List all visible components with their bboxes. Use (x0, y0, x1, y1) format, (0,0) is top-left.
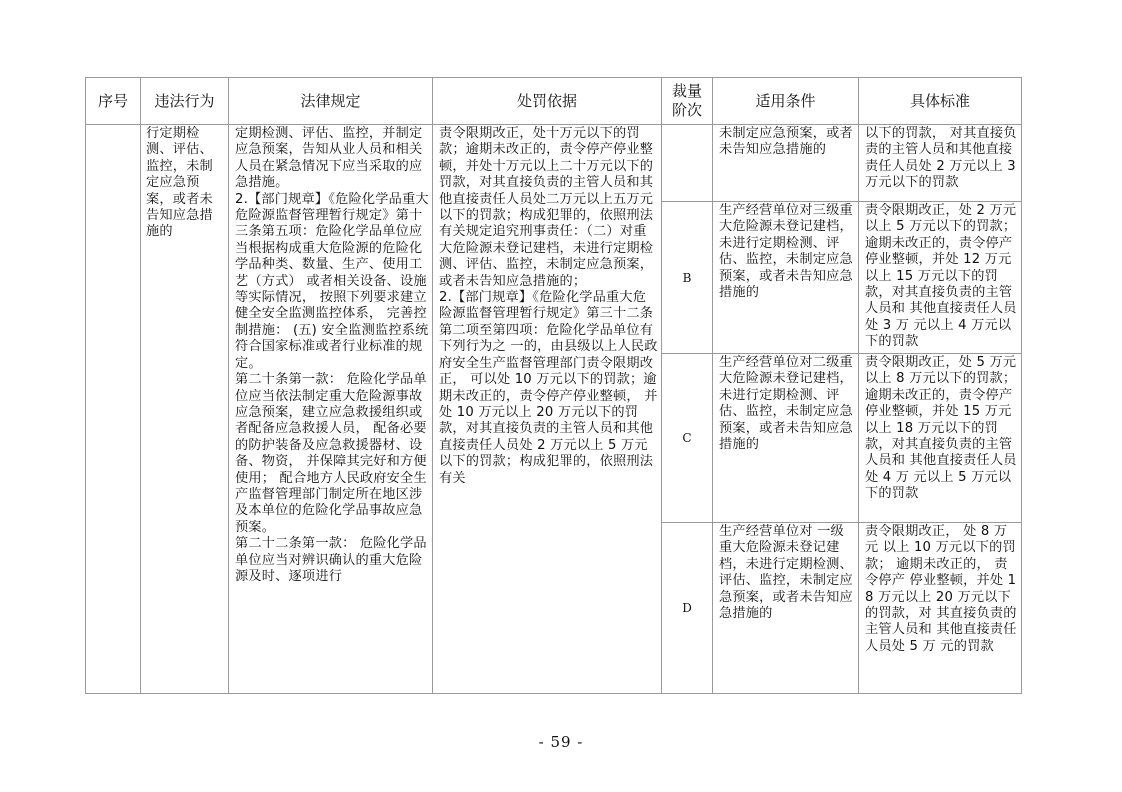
level-cell-b: B (662, 202, 713, 354)
law-paragraph: 2.【部门规章】《危险化学品重大危险源监督管理暂行规定》第十三条第五项：危险化学品单位应当根据构成重大危险源的危险化学品种类、数量、生产、使用工艺（方式） 或者相关设备、设施等实际情况， 按照下列要求建立健全安全监测监控体系， 完善控制措施： (五) 安全监测监控系统符合国家标准或者行业标准的规定。 (235, 191, 429, 371)
basis-paragraph: 2.【部门规章】《危险化学品重大危险源监督管理暂行规定》第三十二条第二项至第四项：危险化学品单位有下列行为之 一的，由县级以上人民政府安全生产监督管理部门责令限期改正， 可以处 10 万元以下的罚款；逾期未改正的，责令停产停业整顿， 并处 10 万元以上 20 万元以下的罚款，对其直接负责的主管人员和其他直接责任人员处 2 万元以上 5 万元以下的罚款；构成犯罪的，依照刑法有关 (439, 290, 658, 486)
page-number: - 59 - (538, 733, 584, 751)
law-paragraph: 第二十条第一款： 危险化学品单位应当依法制定重大危险源事故应急预案，建立应急救援组织或者配备应急救援人员， 配备必要的防护装备及应急救援器材、设备、物资， 并保障其完好和方便使用； 配合地方人民政府安全生产监督管理部门制定所在地区涉及本单位的危险化学品事故应急预案。 (235, 372, 427, 535)
header-level: 裁量 阶次 (662, 78, 713, 125)
table-row (86, 125, 1022, 202)
penalty-table (85, 77, 1022, 694)
condition-cell: 生产经营单位对二级重大危险源未登记建档，未进行定期检测、评估、监控，未制定应急预案，或者未告知应急措施的 (713, 354, 859, 523)
violation-cell (141, 125, 229, 694)
condition-cell: 未制定应急预案，或者未告知应急措施的 (713, 125, 859, 202)
header-row (86, 78, 1022, 125)
basis-cell (433, 125, 662, 694)
header-standard: 具体标准 (859, 78, 1022, 125)
standard-cell: 以下的罚款， 对其直接负 责的主管人员和其他直接 责任人员处 2 万元以上 3 万元以下的罚款 (859, 125, 1022, 202)
basis-text (433, 125, 661, 487)
level-cell-c: C (662, 354, 713, 523)
violation-text: 行定期检测、评估、监控，未制定应急预案，或者未告知应急措施的 (146, 126, 213, 240)
law-cell (229, 125, 433, 694)
basis-paragraph: 责令限期改正，处十万元以下的罚款；逾期未改正的，责令停产停业整顿，并处十万元以上二十万元以下的罚款，对其直接负责的主管人员和其他直接责任人员处二万元以上五万元以下的罚款；构成犯罪的，依照刑法有关规定追究刑事责任：（二）对重大危险源未登记建档，未进行定期检测、评估、监控，未制定应急预案，或者未告知应急措施的； (439, 126, 654, 289)
law-paragraph: 第二十二条第一款： 危险化学品单位应当对辨识确认的重大危险源及时、逐项进行 (235, 536, 427, 584)
law-paragraph: 定期检测、评估、监控，并制定应急预案，告知从业人员和相关人员在紧急情况下应当采取的应急措施。 (235, 126, 423, 191)
standard-cell: 责令限期改正，处 5 万元 以上 8 万元以下的罚款； 逾期未改正的，责令停产 停业整顿，并处 15 万元以上 18 万元以下的罚款，对其直接负责的主管人员和 其他直接责任人员处 4 万 元以上 5 万元以下的罚款 (859, 354, 1022, 523)
header-condition: 适用条件 (713, 78, 859, 125)
header-violation: 违法行为 (141, 78, 229, 125)
header-basis: 处罚依据 (433, 78, 662, 125)
level-cell-d: D (662, 523, 713, 694)
condition-cell: 生产经营单位对 一级重大危险源未登记建档，未进行定期检测、评估、监控，未制定应急预案，或者未告知应急措施的 (713, 523, 859, 694)
condition-cell: 生产经营单位对三级重大危险源未登记建档，未进行定期检测、评估、监控，未制定应急预案，或者未告知应急措施的 (713, 202, 859, 354)
level-cell (662, 125, 713, 202)
standard-cell: 责令限期改正， 处 8 万元 以上 10 万元以下的罚款； 逾期未改正的， 责令停产 停业整顿，并处 18 万元以上 20 万元以下的罚款，对 其直接负责的主管人员和 其他直接责任人员处 5 万 元的罚款 (859, 523, 1022, 694)
header-law: 法律规定 (229, 78, 433, 125)
law-text (229, 125, 432, 585)
seq-cell (86, 125, 141, 694)
standard-cell: 责令限期改正，处 2 万元 以上 5 万元以下的罚款； 逾期未改正的，责令停产 停业整顿，并处 12 万元以上 15 万元以下的罚款，对其直接负责的主管人员和 其他直接责任人员处 3 万 元以上 4 万元以下的罚款 (859, 202, 1022, 354)
header-seq: 序号 (86, 78, 141, 125)
